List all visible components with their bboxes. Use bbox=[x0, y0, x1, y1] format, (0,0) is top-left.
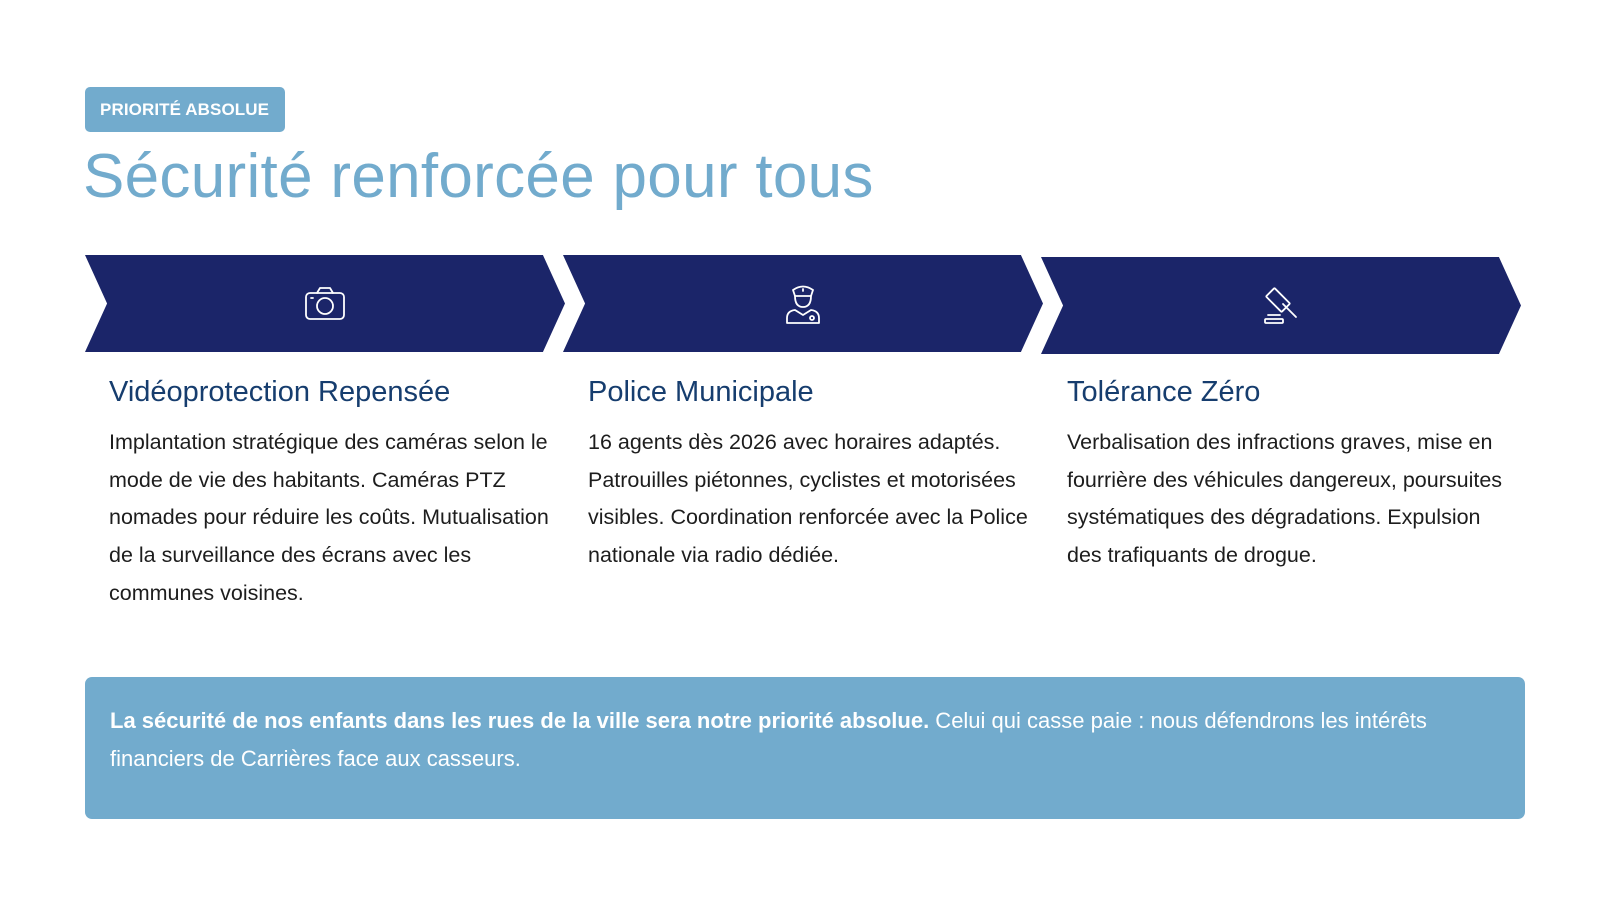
chevron-videoprotection bbox=[85, 255, 565, 352]
camera-icon bbox=[303, 282, 347, 326]
priority-badge: PRIORITÉ ABSOLUE bbox=[85, 87, 285, 132]
police-officer-icon bbox=[781, 282, 825, 326]
callout-bold-text: La sécurité de nos enfants dans les rues de la ville sera notre priorité absolue. bbox=[110, 708, 930, 733]
callout-text: Celui qui casse paie : nous défendrons les intérêts financiers de Carrières face aux casseurs. bbox=[110, 708, 1427, 771]
card-body-tolerance: Verbalisation des infractions graves, mise en fourrière des véhicules dangereux, poursuites systématiques des dégradations. Expulsion des trafiquants de drogue. bbox=[1067, 430, 1503, 568]
page-title: Sécurité renforcée pour tous bbox=[83, 142, 874, 211]
gavel-icon bbox=[1259, 284, 1303, 328]
card-title-videoprotection: Vidéoprotection Repensée bbox=[109, 376, 451, 408]
callout-box bbox=[85, 677, 1525, 819]
card-title-police: Police Municipale bbox=[588, 376, 814, 408]
chevron-tolerance bbox=[1041, 257, 1521, 354]
chevron-police bbox=[563, 255, 1043, 352]
card-body-police: 16 agents dès 2026 avec horaires adaptés. Patrouilles piétonnes, cyclistes et motorisées visibles. Coordination renforcée avec la Police nationale via radio dédiée. bbox=[588, 430, 1028, 568]
card-title-tolerance: Tolérance Zéro bbox=[1067, 376, 1261, 408]
card-body-videoprotection: Implantation stratégique des caméras selon le mode de vie des habitants. Caméras PTZ nomades pour réduire les coûts. Mutualisation de la surveillance des écrans avec les communes voisines. bbox=[109, 430, 549, 605]
